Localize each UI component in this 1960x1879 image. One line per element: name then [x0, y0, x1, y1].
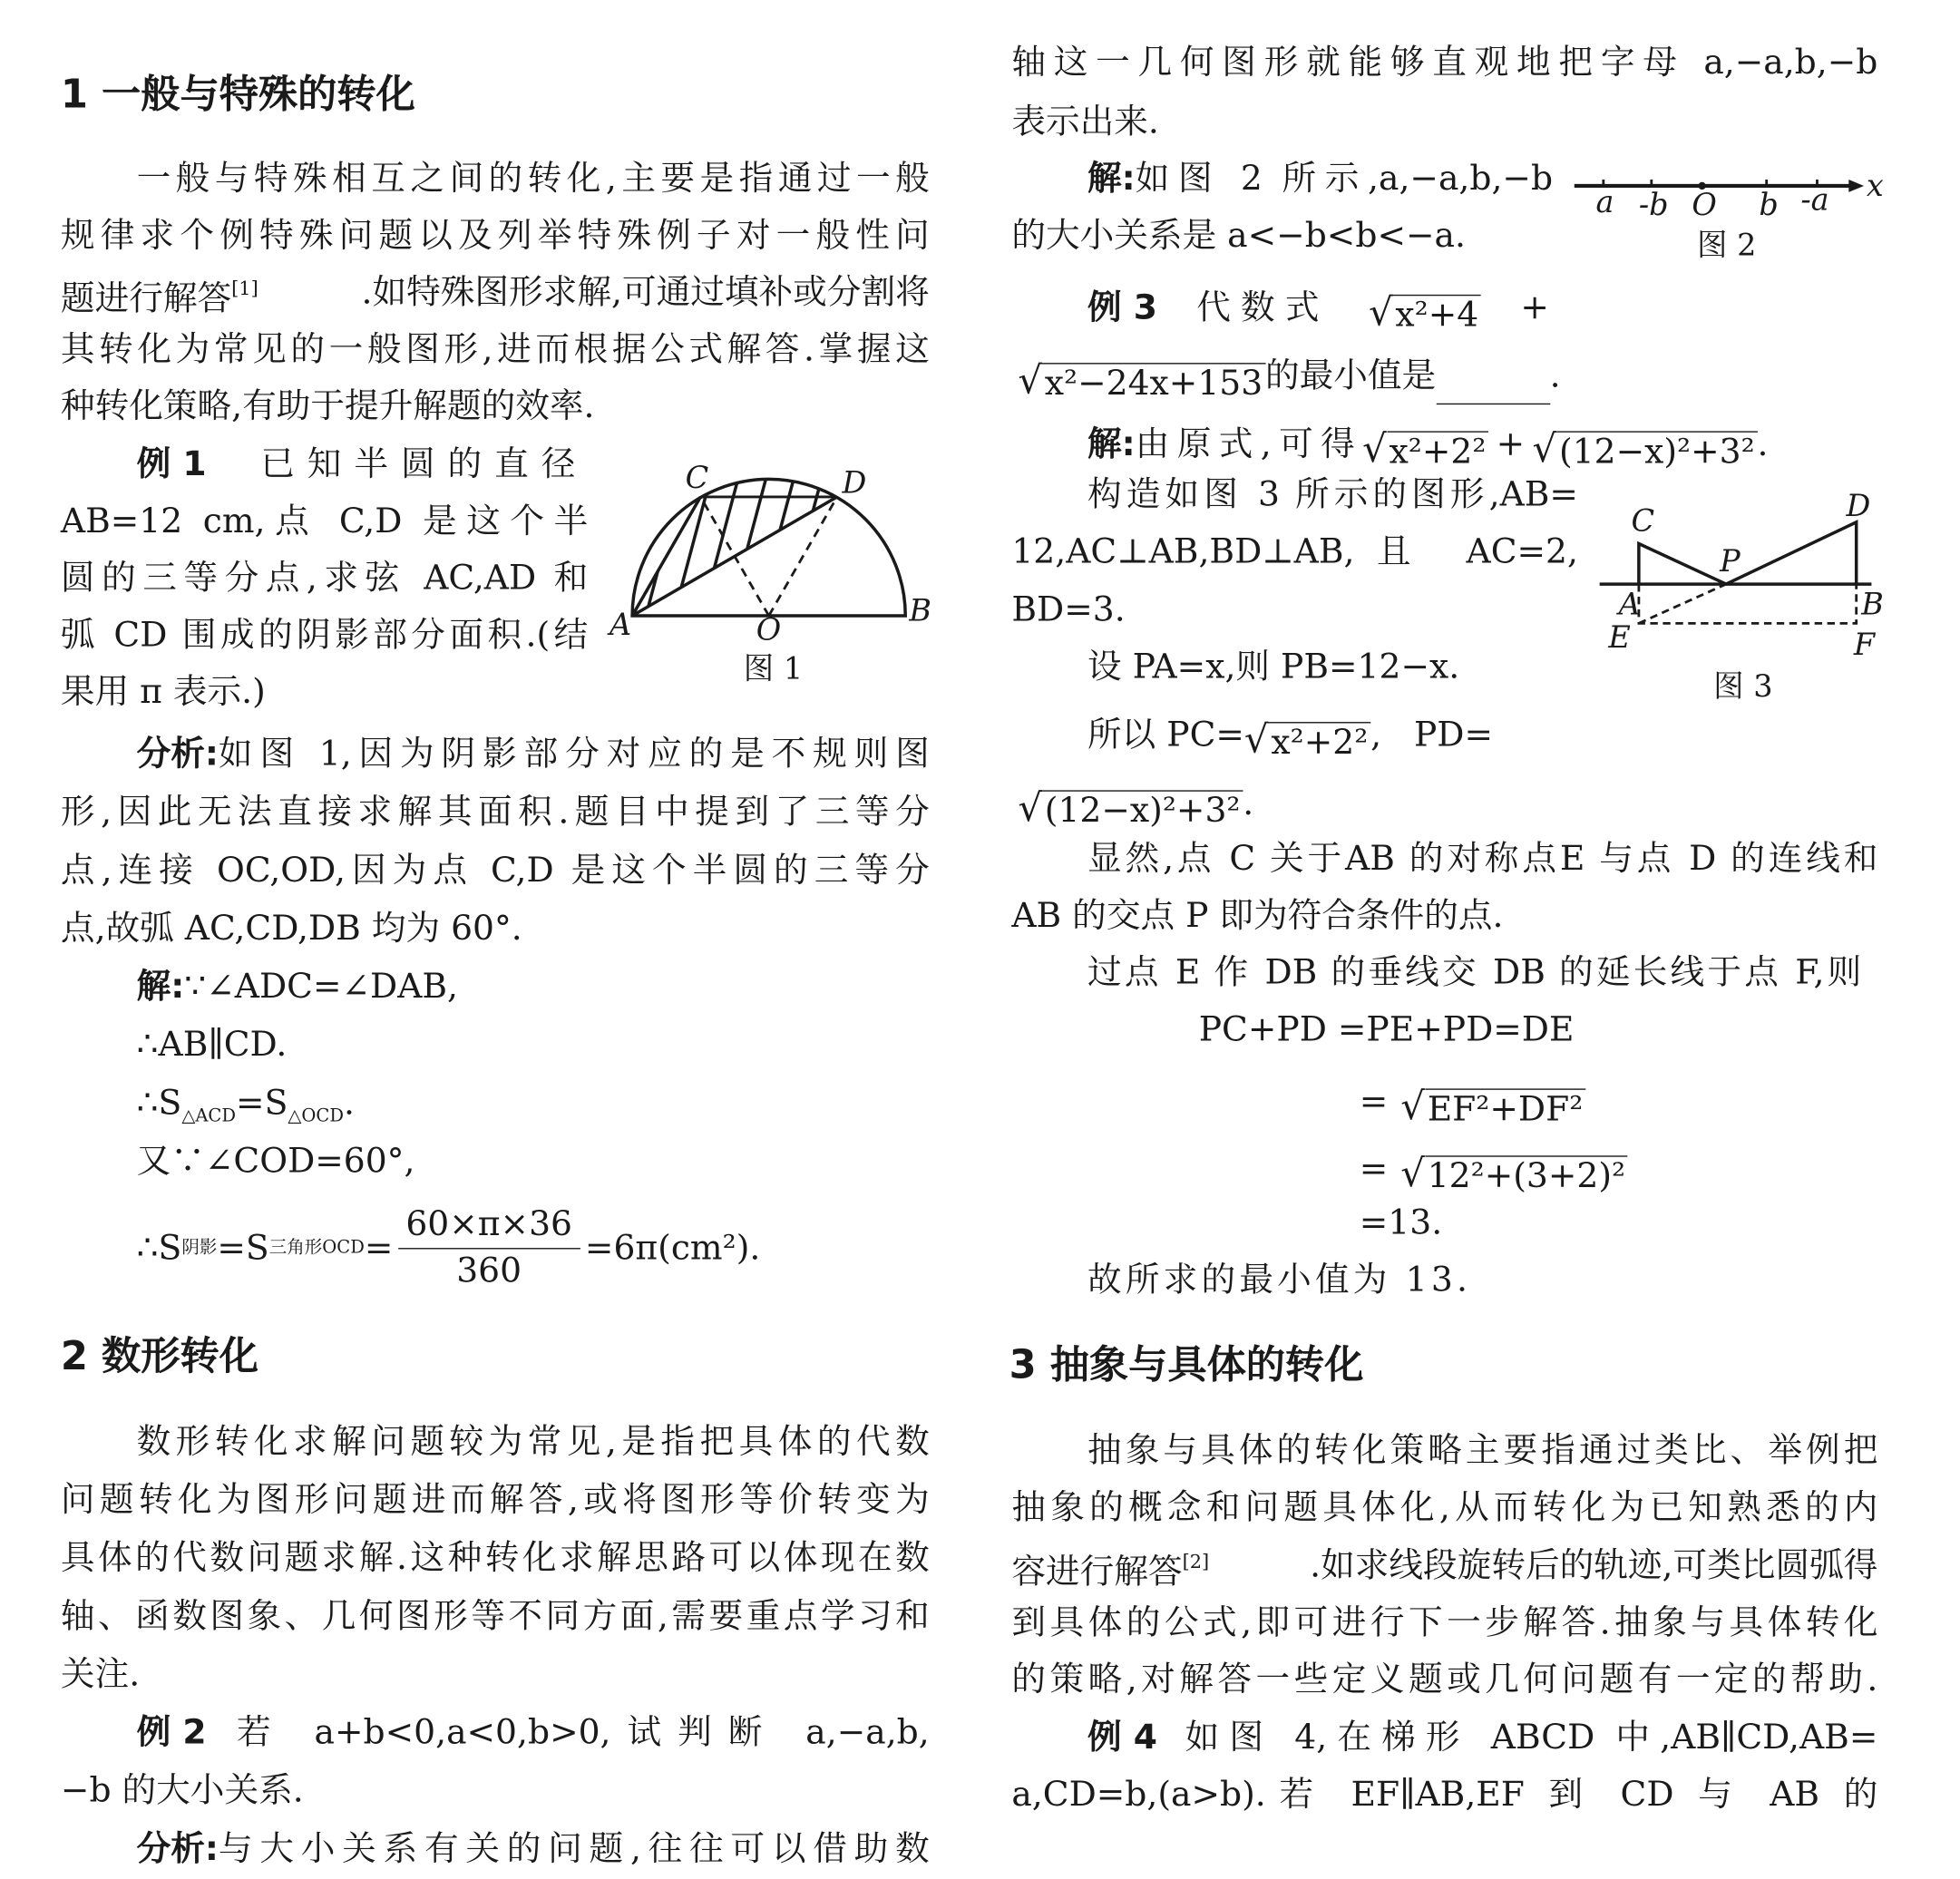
text-line: 到具体的公式,即可进行下一步解答.抽象与具体转化	[1011, 1602, 1878, 1643]
radicand: x²−24x+153	[1042, 363, 1265, 404]
section-3-heading: 3 抽象与具体的转化	[1009, 1342, 1364, 1388]
m: △OCD	[288, 1105, 344, 1127]
label-o: O	[756, 611, 782, 647]
text-line: 故所求的最小值为 13.	[1087, 1261, 1472, 1300]
m: ∴S	[136, 1229, 182, 1269]
m: +	[1496, 424, 1526, 464]
radicand: 12²+(3+2)²	[1425, 1155, 1628, 1197]
text: 题进行解答	[60, 278, 232, 318]
sqrt-expression: √ (12−x)²+3²	[1533, 427, 1758, 472]
text-line: 规律求个例特殊问题以及列举特殊例子对一般性问	[60, 216, 930, 256]
text: .如特殊图形求解,可通过填补或分割将	[361, 273, 930, 313]
analysis-label: 分析:	[136, 735, 219, 774]
text-line: 显然,点 C 关于AB 的对称点E 与点 D 的连线和	[1087, 839, 1878, 879]
label-b: B	[909, 592, 932, 628]
answer-blank[interactable]	[1436, 365, 1549, 404]
tick-label: a	[1595, 184, 1614, 220]
m: =	[364, 1229, 394, 1269]
text: 如图 4,在梯形 ABCD 中,AB∥CD,AB=	[1185, 1718, 1878, 1757]
dashed-e-p	[1639, 584, 1726, 623]
radicand: x²+2²	[1387, 431, 1488, 472]
example-label: 例 2	[136, 1713, 207, 1753]
text: 如图 2 所示,a,−a,b,−b	[1135, 159, 1554, 199]
solution-line	[1087, 407, 1768, 472]
text-line: a,CD=b,(a>b).若 EF∥AB,EF 到 CD 与 AB 的	[1011, 1775, 1878, 1815]
text-line: 的策略,对解答一些定义题或几何问题有一定的帮助.	[1011, 1660, 1878, 1699]
figure-1-caption: 图 1	[743, 650, 804, 686]
solution-label: 解:	[136, 967, 185, 1007]
text-line: −b 的大小关系.	[60, 1771, 304, 1811]
text: 已知半圆的直径	[260, 444, 589, 484]
label-c: C	[685, 460, 709, 496]
text-line: 12,AC⊥AB,BD⊥AB,且 AC=2,	[1011, 531, 1578, 572]
label-a: A	[609, 606, 632, 642]
equation-line	[1360, 1132, 1628, 1197]
m: 阴影	[181, 1237, 218, 1259]
segment-od	[769, 497, 837, 616]
m: .	[1549, 356, 1561, 396]
fraction	[398, 1202, 580, 1295]
label-p: P	[1720, 543, 1741, 579]
sqrt-expression: √ x²+4	[1369, 291, 1481, 336]
text: 如图 1,因为阴影部分对应的是不规则图	[218, 735, 930, 774]
tick-label: b	[1759, 187, 1779, 223]
solution-label: 解:	[1087, 159, 1136, 199]
math-line	[137, 1201, 761, 1296]
math-line	[1087, 698, 1493, 764]
text-line: 过点 E 作 DB 的垂线交 DB 的延长线于点 F,则	[1087, 953, 1862, 993]
text: 所以 PC=	[1087, 716, 1244, 755]
example-label: 例 3	[1087, 287, 1157, 328]
sqrt-expression: √ 12²+(3+2)²	[1400, 1152, 1628, 1197]
radicand: (12−x)²+3²	[1556, 431, 1757, 472]
text-line: 表示出来.	[1011, 102, 1159, 142]
text: 与大小关系有关的问题,往往可以借助数	[218, 1829, 930, 1869]
text: 由原式,可得	[1135, 424, 1363, 464]
text: 代数式	[1196, 287, 1330, 328]
figure-2-number-line	[1568, 164, 1885, 266]
dashed-e-f	[1639, 584, 1857, 623]
equation-line: PC+PD =PE+PD=DE	[1198, 1009, 1575, 1050]
math-line	[1018, 766, 1253, 832]
radicand: x²+2²	[1269, 722, 1370, 764]
math-line: ∴AB∥CD.	[136, 1025, 288, 1065]
example-1-line	[137, 437, 589, 492]
radicand: EF²+DF²	[1425, 1088, 1585, 1130]
numerator: 60×π×36	[398, 1202, 580, 1250]
example-label: 例 4	[1087, 1718, 1157, 1757]
label-f: F	[1853, 627, 1876, 663]
m: ∴S	[136, 1083, 182, 1124]
section-2-heading: 2 数形转化	[60, 1333, 258, 1380]
text-line: 的大小关系是 a<−b<b<−a.	[1011, 216, 1466, 256]
solution-line	[137, 959, 458, 1015]
sqrt-expression: √ (12−x)²+3²	[1018, 786, 1243, 832]
text: 若 a+b<0,a<0,b>0,试判断 a,−a,b,	[236, 1713, 930, 1753]
equation-line: =13.	[1359, 1203, 1443, 1243]
m: △ACD	[181, 1105, 237, 1127]
figure-3	[1594, 487, 1885, 708]
text: .如求线段旋转后的轨迹,可类比圆弧得	[1310, 1546, 1878, 1586]
text-line: 其转化为常见的一般图形,进而根据公式解答.掌握这	[60, 329, 930, 370]
arrow-icon	[1848, 180, 1864, 192]
example-label: 例 1	[136, 444, 207, 484]
axis-label: x	[1866, 168, 1884, 204]
text: , PD=	[1370, 716, 1494, 755]
figure-1	[607, 455, 948, 696]
math-line	[1018, 339, 1560, 404]
example-4-line	[1087, 1710, 1877, 1766]
text-line: 形,因此无法直接求解其面积.题目中提到了三等分	[60, 793, 930, 832]
radicand: x²+4	[1393, 295, 1481, 336]
text-line: 圆的三等分点,求弦 AC,AD 和	[60, 559, 589, 599]
section-1-heading: 1 一般与特殊的转化	[60, 72, 415, 118]
sqrt-expression: √ x²+2²	[1244, 718, 1370, 764]
m: +	[1520, 287, 1549, 328]
text-line: 点,故弧 AC,CD,DB 均为 60°.	[60, 909, 522, 949]
text-line: 具体的代数问题求解.这种转化求解思路可以体现在数	[60, 1538, 930, 1578]
text-line: 抽象与具体的转化策略主要指通过类比、举例把	[1087, 1431, 1878, 1471]
text-line: 关注.	[60, 1655, 141, 1695]
text-line: BD=3.	[1011, 590, 1126, 630]
citation[interactable]: [2]	[1182, 1549, 1210, 1572]
text-line: 问题转化为图形问题进而解答,或将图形等价转变为	[60, 1480, 930, 1520]
sqrt-expression: √ x²+2²	[1362, 427, 1488, 472]
text-line: 种转化策略,有助于提升解题的效率.	[60, 386, 595, 426]
tick-label: -a	[1800, 181, 1829, 218]
analysis-line	[137, 727, 930, 783]
example-2-line	[137, 1706, 930, 1761]
label-a: A	[1618, 586, 1641, 622]
text-line: 弧 CD 围成的阴影部分面积.(结	[60, 615, 589, 656]
text-line: 点,连接 OC,OD,因为点 C,D 是这个半圆的三等分	[60, 851, 930, 891]
sqrt-expression: √ EF²+DF²	[1400, 1085, 1585, 1130]
label-d: D	[842, 464, 867, 501]
label-b: B	[1861, 586, 1884, 622]
text-line: 轴、函数图象、几何图形等不同方面,需要重点学习和	[60, 1596, 930, 1637]
text-line: 构造如图 3 所示的图形,AB=	[1087, 475, 1578, 515]
text-line: AB=12 cm,点 C,D 是这个半	[60, 501, 589, 541]
text-line: 设 PA=x,则 PB=12−x.	[1087, 647, 1460, 687]
m: .	[343, 1083, 355, 1124]
text-line: 数形转化求解问题较为常见,是指把具体的代数	[136, 1422, 930, 1462]
citation[interactable]: [1]	[231, 276, 258, 299]
equation-line	[1360, 1065, 1585, 1130]
m: =S	[217, 1229, 269, 1269]
label-d: D	[1846, 487, 1871, 523]
m: 三角形OCD	[268, 1237, 365, 1259]
path-c-p-d	[1639, 522, 1857, 584]
text-line: AB 的交点 P 即为符合条件的点.	[1011, 896, 1504, 936]
text-line	[61, 266, 930, 321]
m: =6π(cm²).	[584, 1229, 761, 1269]
label-e: E	[1608, 618, 1631, 655]
analysis-line	[137, 1822, 930, 1877]
text-line	[1011, 1539, 1877, 1594]
example-3-line	[1087, 270, 1549, 336]
math-line: 又∵∠COD=60°,	[136, 1141, 415, 1182]
figure-3-caption: 图 3	[1713, 668, 1773, 705]
text: 容进行解答	[1011, 1552, 1183, 1592]
text-line: 抽象的概念和问题具体化,从而转化为已知熟悉的内	[1011, 1487, 1878, 1528]
solution-line	[1087, 151, 1553, 207]
m: .	[1757, 424, 1769, 464]
m: =S	[236, 1083, 288, 1124]
text-line: 果用 π 表示.)	[60, 672, 266, 712]
text-line: 轴这一几何图形就能够直观地把字母 a,−a,b,−b	[1011, 43, 1878, 83]
segment-oc	[700, 497, 768, 616]
analysis-label: 分析:	[136, 1829, 219, 1869]
m: =	[1359, 1149, 1389, 1189]
m: .	[1243, 784, 1254, 823]
denominator: 360	[456, 1251, 522, 1291]
tick-label: O	[1692, 187, 1717, 223]
solution-label: 解:	[1087, 424, 1136, 464]
radicand: (12−x)²+3²	[1042, 790, 1243, 832]
text-line: 一般与特殊相互之间的转化,主要是指通过一般	[136, 159, 930, 199]
label-c: C	[1631, 502, 1655, 539]
sqrt-expression: √ x²−24x+153	[1018, 359, 1265, 404]
tick-label: -b	[1638, 187, 1669, 223]
text: ∵∠ADC=∠DAB,	[184, 967, 459, 1007]
m: =	[1359, 1082, 1389, 1122]
figure-2-caption: 图 2	[1697, 227, 1757, 263]
text: 的最小值是	[1264, 356, 1437, 396]
math-line	[137, 1076, 355, 1131]
